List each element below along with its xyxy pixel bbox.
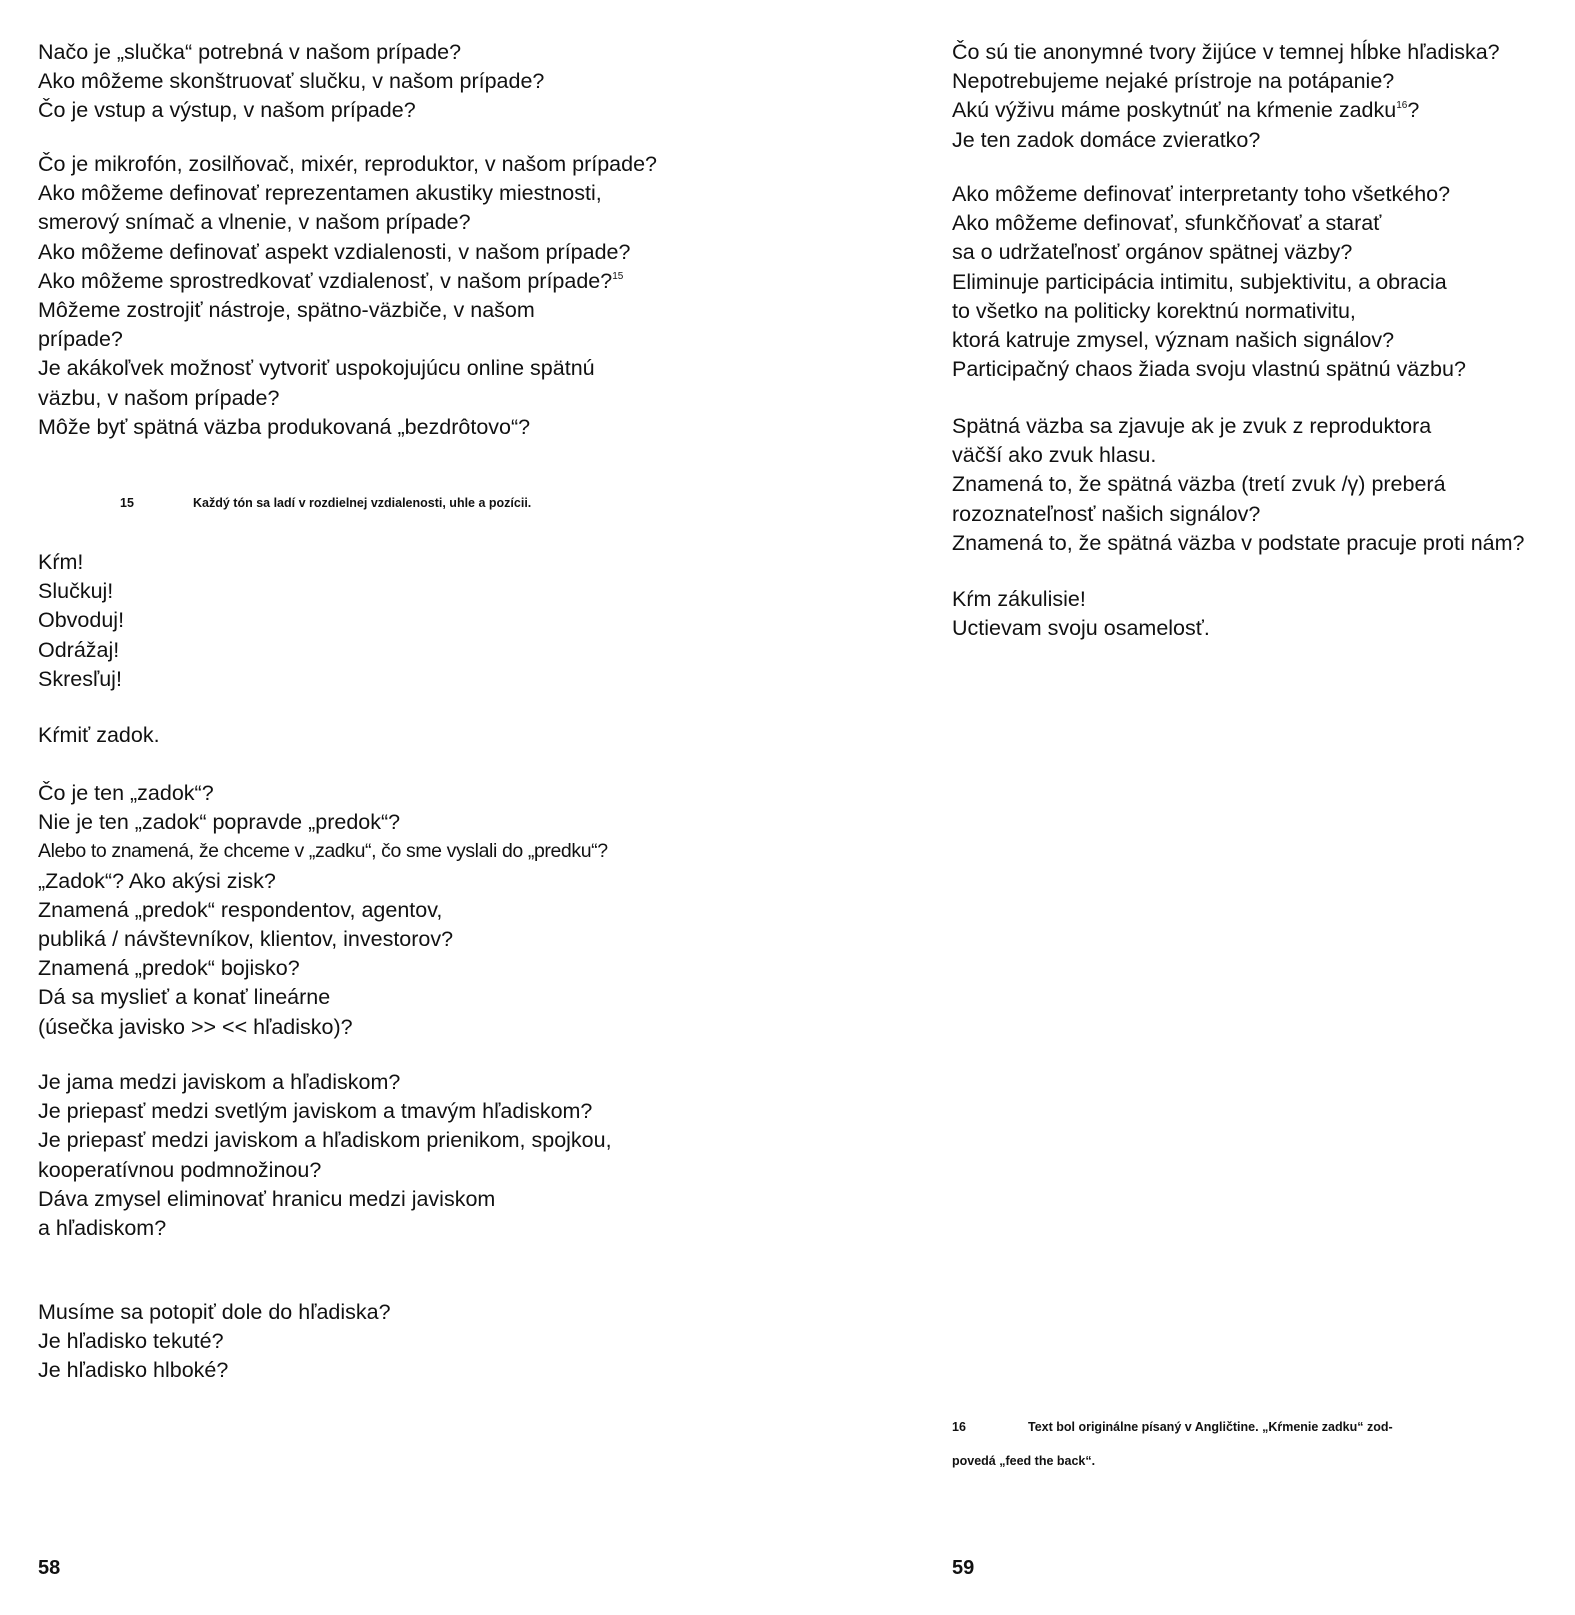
right-stanza-1 [952, 38, 1500, 155]
text-line: Je hľadisko tekuté? [38, 1329, 224, 1354]
text-line: prípade? [38, 327, 123, 352]
text-line: Je hľadisko hlboké? [38, 1358, 229, 1383]
left-stanza-4 [38, 721, 160, 750]
text-line: ktorá katruje zmysel, význam našich signálov? [952, 328, 1395, 353]
text-line: rozoznateľnosť našich signálov? [952, 501, 1261, 526]
text-line: Je priepasť medzi javiskom a hľadiskom prienikom, spojkou, [38, 1128, 612, 1153]
footnote-text-line-2: povedá „feed the back“. [952, 1454, 1096, 1468]
left-page [0, 0, 787, 1615]
page-number: 58 [38, 1557, 61, 1579]
text-line: Nepotrebujeme nejaké prístroje na potápanie? [952, 69, 1395, 94]
text-line: Môžeme zostrojiť nástroje, spätno-väzbiče, v našom [38, 298, 535, 323]
text-line: Je priepasť medzi svetlým javiskom a tmavým hľadiskom? [38, 1099, 593, 1124]
footnote-text-line-1: Text bol originálne písaný v Angličtine. „Kŕmenie zadku“ zod- [1028, 1420, 1393, 1434]
text-line: Ako môžeme definovať reprezentamen akustiky miestnosti, [38, 181, 602, 206]
text-line-content: Akú výživu máme poskytnúť na kŕmenie zadku [952, 98, 1397, 123]
text-line: Čo je mikrofón, zosilňovač, mixér, reproduktor, v našom prípade? [38, 152, 658, 176]
text-line: Ako môžeme definovať interpretanty toho všetkého? [952, 182, 1451, 206]
text-line: Dá sa myslieť a konať lineárne [38, 985, 331, 1010]
text-line: Čo sú tie anonymné tvory žijúce v temnej hĺbke hľadiska? [952, 40, 1500, 64]
text-line: Slučkuj! [38, 579, 114, 604]
text-line: kooperatívnou podmnožinou? [38, 1157, 322, 1182]
text-line: Kŕm zákulisie! [952, 587, 1086, 611]
text-line: Je jama medzi javiskom a hľadiskom? [38, 1070, 401, 1094]
text-line: Kŕmiť zadok. [38, 723, 160, 747]
text-line: Je akákoľvek možnosť vytvoriť uspokojujúcu online spätnú [38, 356, 595, 381]
text-line: sa o udržateľnosť orgánov spätnej väzby? [952, 240, 1353, 265]
text-line: Spätná väzba sa zjavuje ak je zvuk z reproduktora [952, 414, 1432, 438]
text-line: väzbu, v našom prípade? [38, 385, 280, 410]
left-stanza-5 [38, 779, 608, 1042]
left-stanza-6 [38, 1068, 612, 1243]
text-line: Alebo to znamená, že chceme v „zadku“, čo sme vyslali do „predku“? [38, 840, 608, 863]
text-line: Odrážaj! [38, 637, 120, 662]
text-line-tail: ? [1407, 98, 1420, 123]
page-number: 59 [952, 1557, 975, 1579]
text-line: Ako môžeme definovať aspekt vzdialenosti, v našom prípade? [38, 239, 631, 264]
right-page [787, 0, 1575, 1615]
text-line: Musíme sa potopiť dole do hľadiska? [38, 1300, 391, 1324]
left-stanza-3 [38, 548, 124, 694]
text-line: Obvoduj! [38, 608, 125, 633]
footnote-number: 15 [120, 496, 134, 510]
text-line: Čo je vstup a výstup, v našom prípade? [38, 98, 416, 123]
text-line: Znamená „predok“ respondentov, agentov, [38, 897, 443, 922]
text-line: Znamená to, že spätná väzba (tretí zvuk /γ) preberá [952, 472, 1446, 497]
left-stanza-7 [38, 1298, 391, 1386]
footnote-ref-16[interactable]: 16 [1396, 100, 1408, 112]
text-line: väčší ako zvuk hlasu. [952, 443, 1157, 468]
footnote-ref-15[interactable]: 15 [612, 270, 624, 282]
text-line: Čo je ten „zadok“? [38, 781, 214, 805]
text-line: to všetko na politicky korektnú normativitu, [952, 298, 1356, 323]
text-line: Kŕm! [38, 550, 84, 574]
text-line: Môže byť spätná väzba produkovaná „bezdrôtovo“? [38, 414, 531, 439]
left-stanza-1 [38, 38, 544, 126]
text-line: Znamená to, že spätná väzba v podstate pracuje proti nám? [952, 530, 1525, 555]
footnote-15 [120, 495, 532, 512]
text-line: Je ten zadok domáce zvieratko? [952, 127, 1261, 152]
text-line: (úsečka javisko >> << hľadisko)? [38, 1014, 353, 1039]
footnote-number: 16 [952, 1420, 966, 1434]
text-line: Načo je „slučka“ potrebná v našom prípade? [38, 40, 462, 64]
text-line [952, 96, 1500, 125]
right-stanza-4 [952, 585, 1210, 643]
left-stanza-2 [38, 150, 657, 442]
text-line: Nie je ten „zadok“ popravde „predok“? [38, 810, 401, 835]
text-line: Znamená „predok“ bojisko? [38, 956, 300, 981]
text-line: Ako môžeme definovať, sfunkčňovať a starať [952, 211, 1382, 236]
right-stanza-3 [952, 412, 1524, 558]
text-line: Dáva zmysel eliminovať hranicu medzi javiskom [38, 1186, 496, 1211]
text-line: a hľadiskom? [38, 1216, 167, 1241]
text-line: publiká / návštevníkov, klientov, investorov? [38, 927, 454, 952]
text-line: Uctievam svoju osamelosť. [952, 616, 1210, 641]
text-line [38, 267, 657, 296]
footnote-16 [952, 1419, 1522, 1470]
text-line: Skresľuj! [38, 666, 122, 691]
text-line: Eliminuje participácia intimitu, subjektivitu, a obracia [952, 269, 1447, 294]
text-line: „Zadok“? Ako akýsi zisk? [38, 868, 276, 893]
text-line: smerový snímač a vlnenie, v našom prípade? [38, 210, 471, 235]
right-stanza-2 [952, 180, 1466, 384]
text-line-content: Ako môžeme sprostredkovať vzdialenosť, v našom prípade? [38, 268, 613, 293]
text-line: Ako môžeme skonštruovať slučku, v našom prípade? [38, 69, 545, 94]
text-line: Participačný chaos žiada svoju vlastnú spätnú väzbu? [952, 357, 1466, 382]
footnote-text: Každý tón sa ladí v rozdielnej vzdialenosti, uhle a pozícii. [193, 496, 532, 510]
